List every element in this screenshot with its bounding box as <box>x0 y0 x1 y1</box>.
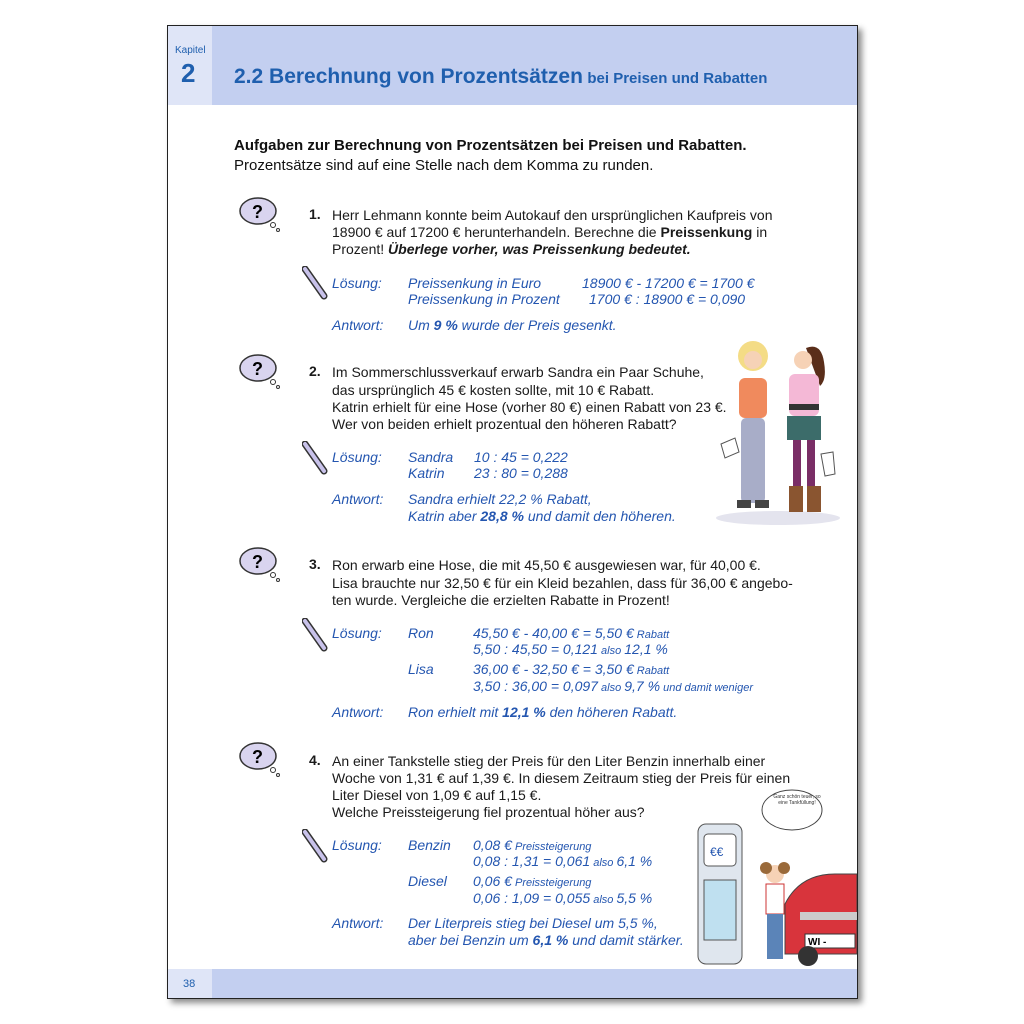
answer-label: Antwort: <box>332 491 384 507</box>
answer-label: Antwort: <box>332 317 384 333</box>
license-plate: WI - <box>808 937 827 948</box>
pencil-icon <box>302 266 330 302</box>
title-sub: bei Preisen und Rabatten <box>587 70 768 87</box>
task-text: Katrin erhielt für eine Hose (vorher 80 €) einen Rabatt von 23 €. <box>332 399 727 415</box>
answer-text: Katrin aber 28,8 % und damit den höheren. <box>408 508 676 524</box>
task-text: das ursprünglich 45 € kosten sollte, mit 10 € Rabatt. <box>332 382 655 398</box>
task-text: 18900 € auf 17200 € herunterhandeln. Berechne die Preissenkung in <box>332 224 768 240</box>
question-bubble-icon <box>238 739 282 777</box>
solution-text: Lisa <box>408 661 434 677</box>
solution-text: 0,06 € Preissteigerung <box>473 873 592 889</box>
task-text: Herr Lehmann konnte beim Autokauf den ursprünglichen Kaufpreis von <box>332 207 773 223</box>
pencil-icon <box>302 829 330 865</box>
solution-text: 3,50 : 36,00 = 0,097 also 9,7 % und damit weniger <box>473 678 754 694</box>
solution-text: 36,00 € - 32,50 € = 3,50 € Rabatt <box>473 661 670 677</box>
answer-text: Ron erhielt mit 12,1 % den höheren Rabatt. <box>408 704 678 720</box>
task-number: 3. <box>309 556 321 572</box>
task-text: Wer von beiden erhielt prozentual den höheren Rabatt? <box>332 416 677 432</box>
question-bubble-icon <box>238 351 282 389</box>
task-text: An einer Tankstelle stieg der Preis für den Liter Benzin innerhalb einer <box>332 753 766 769</box>
solution-text: 0,08 € Preissteigerung <box>473 837 592 853</box>
page-title <box>234 65 767 89</box>
solution-text: Preissenkung in Prozent <box>408 291 560 307</box>
task-text: Lisa brauchte nur 32,50 € für ein Kleid bezahlen, dass für 36,00 € angebo- <box>332 575 793 591</box>
task-number: 4. <box>309 752 321 768</box>
page-number: 38 <box>183 978 196 990</box>
solution-text: Diesel <box>408 873 447 889</box>
question-bubble-icon <box>238 194 282 232</box>
answer-text: Um 9 % wurde der Preis gesenkt. <box>408 317 617 333</box>
solution-text: 18900 € - 17200 € = 1700 € <box>582 275 755 291</box>
solution-text: Ron <box>408 625 434 641</box>
svg-text:?: ? <box>252 552 263 572</box>
solution-label: Lösung: <box>332 837 382 853</box>
girls-illustration <box>713 334 843 526</box>
solution-label: Lösung: <box>332 449 382 465</box>
gas-station-illustration <box>690 784 857 969</box>
solution-label: Lösung: <box>332 275 382 291</box>
solution-text: 0,06 : 1,09 = 0,055 also 5,5 % <box>473 890 653 906</box>
title-main: 2.2 Berechnung von Prozentsätzen <box>234 65 583 88</box>
solution-text: Katrin <box>408 465 445 481</box>
solution-label: Lösung: <box>332 625 382 641</box>
task-text: Woche von 1,31 € auf 1,39 €. In diesem Zeitraum stieg der Preis für einen <box>332 770 791 786</box>
task-text: Ron erwarb eine Hose, die mit 45,50 € ausgewiesen war, für 40,00 €. <box>332 557 761 573</box>
book-page <box>167 25 858 999</box>
svg-text:€€: €€ <box>710 845 724 859</box>
task-text: ten wurde. Vergleiche die erzielten Rabatte in Prozent! <box>332 592 670 608</box>
answer-text: Sandra erhielt 22,2 % Rabatt, <box>408 491 592 507</box>
svg-text:?: ? <box>252 202 263 222</box>
question-bubble-icon <box>238 544 282 582</box>
task-text: Im Sommerschlussverkauf erwarb Sandra ein Paar Schuhe, <box>332 364 704 380</box>
task-text: Prozent! Überlege vorher, was Preissenkung bedeutet. <box>332 241 691 257</box>
solution-text: 10 : 45 = 0,222 <box>474 449 568 465</box>
svg-text:?: ? <box>252 359 263 379</box>
answer-label: Antwort: <box>332 704 384 720</box>
task-text: Welche Preissteigerung fiel prozentual höher aus? <box>332 804 645 820</box>
task-text: Liter Diesel von 1,09 € auf 1,15 €. <box>332 787 542 803</box>
chapter-number: 2 <box>181 58 196 88</box>
solution-text: Preissenkung in Euro <box>408 275 542 291</box>
solution-text: 5,50 : 45,50 = 0,121 also 12,1 % <box>473 641 668 657</box>
solution-text: Sandra <box>408 449 454 465</box>
task-number: 1. <box>309 206 321 222</box>
intro-text: Prozentsätze sind auf eine Stelle nach dem Komma zu runden. <box>234 157 654 174</box>
intro-heading: Aufgaben zur Berechnung von Prozentsätzen bei Preisen und Rabatten. <box>234 137 747 154</box>
solution-text: 0,08 : 1,31 = 0,061 also 6,1 % <box>473 853 653 869</box>
answer-text: Der Literpreis stieg bei Diesel um 5,5 %, <box>408 915 658 931</box>
solution-text: 1700 € : 18900 € = 0,090 <box>589 291 746 307</box>
answer-label: Antwort: <box>332 915 384 931</box>
pencil-icon <box>302 618 330 654</box>
footer-band <box>168 969 857 998</box>
pencil-icon <box>302 441 330 477</box>
solution-text: 23 : 80 = 0,288 <box>474 465 568 481</box>
answer-text: aber bei Benzin um 6,1 % und damit stärker. <box>408 932 684 948</box>
solution-text: Benzin <box>408 837 451 853</box>
chapter-label: Kapitel <box>175 45 206 56</box>
task-number: 2. <box>309 363 321 379</box>
solution-text: 45,50 € - 40,00 € = 5,50 € Rabatt <box>473 625 670 641</box>
svg-text:?: ? <box>252 747 263 767</box>
speech-bubble-text: Ganz schön teuer, so eine Tankfüllung! <box>773 794 821 806</box>
